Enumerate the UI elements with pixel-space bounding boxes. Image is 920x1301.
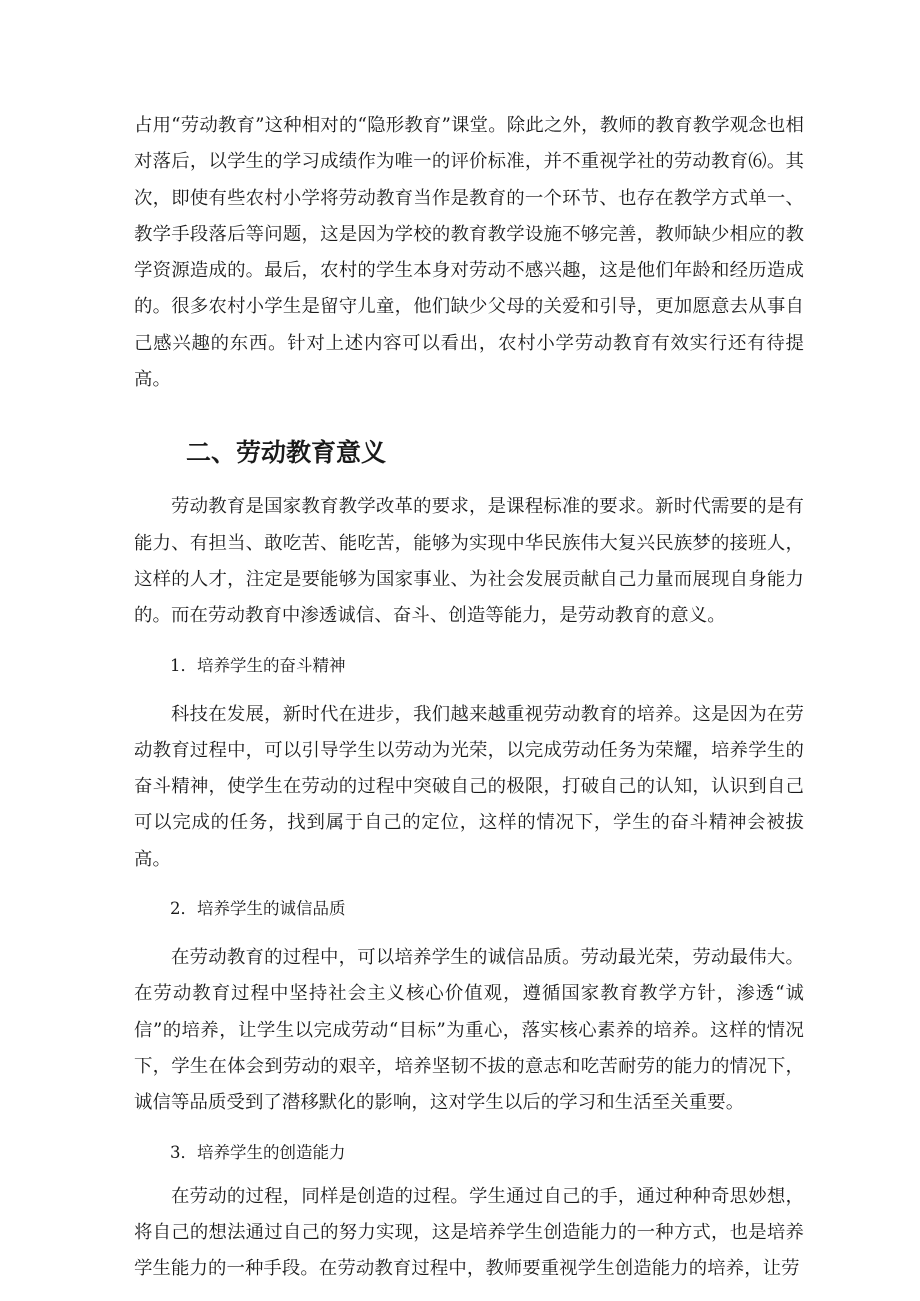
paragraph-integrity: 在劳动教育的过程中，可以培养学生的诚信品质。劳动最光荣，劳动最伟大。在劳动教育过程中坚持社会主义核心价值观，遵循国家教育教学方针，渗透“诚信”的培养，让学生以完成劳动“目标”为重心，落实核心素养的培养。这样的情况下，学生在体会到劳动的艰辛，培养坚韧不拔的意志和吃苦耐劳的能力的情况下，诚信等品质受到了潜移默化的影响，这对学生以后的学习和生活至关重要。 <box>134 947 804 1114</box>
subheading-creativity: 3．培养学生的创造能力 <box>170 1142 346 1162</box>
text-column <box>134 108 804 1287</box>
section-heading: 二、劳动教育意义 <box>186 438 387 468</box>
subheading-struggle-spirit: 1．培养学生的奋斗精神 <box>170 655 346 675</box>
paragraph-creativity: 在劳动的过程，同样是创造的过程。学生通过自己的手，通过种种奇思妙想，将自己的想法通过自己的努力实现，这是培养学生创造能力的一种方式，也是培养学生能力的一种手段。在劳动教育过程中，教师要重视学生创造能力的培养，让劳 <box>134 1185 804 1280</box>
paragraph-continuation: 占用“劳动教育”这种相对的“隐形教育”课堂。除此之外，教师的教育教学观念也相对落后，以学生的学习成绩作为唯一的评价标准，并不重视学社的劳动教育⑹。其次，即使有些农村小学将劳动教育当作是教育的一个环节、也存在教学方式单一、教学手段落后等问题，这是因为学校的教育教学设施不够完善，教师缺少相应的教学资源造成的。最后，农村的学生本身对劳动不感兴趣，这是他们年龄和经历造成的。很多农村小学生是留守儿童，他们缺少父母的关爱和引导，更加愿意去从事自己感兴趣的东西。针对上述内容可以看出，农村小学劳动教育有效实行还有待提高。 <box>134 115 804 391</box>
paragraph-significance: 劳动教育是国家教育教学改革的要求，是课程标准的要求。新时代需要的是有能力、有担当、敢吃苦、能吃苦，能够为实现中华民族伟大复兴民族梦的接班人，这样的人才，注定是要能够为国家事业、为社会发展贡献自己力量而展现自身能力的。而在劳动教育中渗透诚信、奋斗、创造等能力，是劳动教育的意义。 <box>134 496 804 627</box>
subheading-integrity: 2．培养学生的诚信品质 <box>170 899 346 919</box>
paragraph-struggle-spirit: 科技在发展，新时代在进步，我们越来越重视劳动教育的培养。这是因为在劳动教育过程中，可以引导学生以劳动为光荣，以完成劳动任务为荣耀，培养学生的奋斗精神，使学生在劳动的过程中突破自己的极限，打破自己的认知，认识到自己可以完成的任务，找到属于自己的定位，这样的情况下，学生的奋斗精神会被拔高。 <box>134 703 804 870</box>
